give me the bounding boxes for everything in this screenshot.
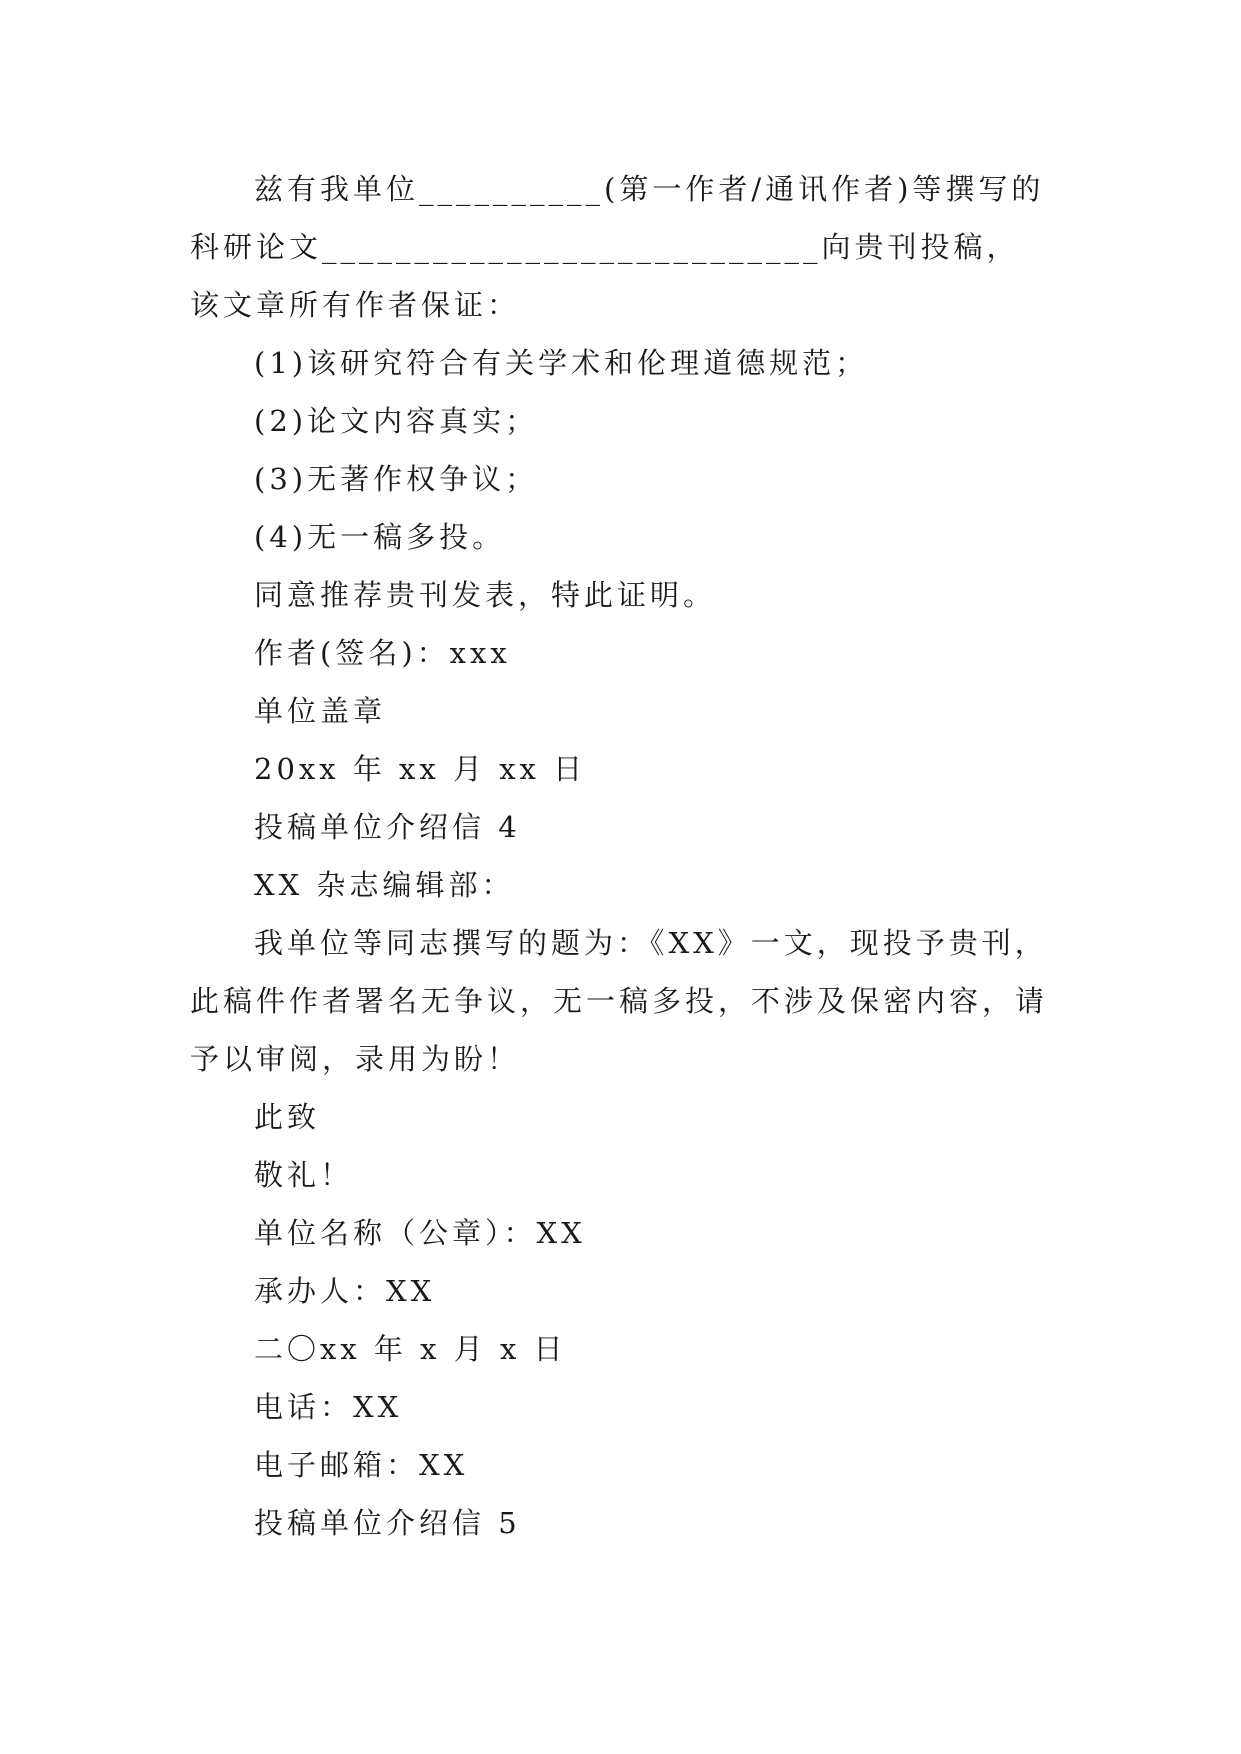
paragraph-salutation: XX 杂志编辑部： [254, 868, 515, 902]
paragraph-item-3: (3)无著作权争议； [254, 462, 539, 496]
paragraph-date: 20xx 年 xx 月 xx 日 [254, 752, 587, 786]
paragraph-author-signature: 作者(签名)：xxx [254, 636, 511, 670]
paragraph-phone: 电话：XX [254, 1390, 403, 1424]
paragraph-letter-date: 二〇xx 年 x 月 x 日 [254, 1332, 567, 1366]
paragraph-unit-seal: 单位盖章 [254, 694, 387, 728]
paragraph-handler: 承办人：XX [254, 1274, 436, 1308]
paragraph-recommend: 同意推荐贵刊发表，特此证明。 [254, 578, 717, 612]
paragraph-regards: 敬礼！ [254, 1158, 354, 1192]
paragraph-item-4: (4)无一稿多投。 [254, 520, 506, 554]
section-heading-letter-5: 投稿单位介绍信 5 [254, 1506, 521, 1540]
paragraph-closing: 此致 [254, 1100, 321, 1134]
document-body [190, 160, 1050, 1552]
section-heading-letter-4: 投稿单位介绍信 4 [254, 810, 521, 844]
paragraph-letter-body: 我单位等同志撰写的题为：《XX》一文，现投予贵刊，此稿件作者署名无争议，无一稿多投，不涉及保密内容，请予以审阅，录用为盼！ [190, 926, 1049, 1076]
paragraph-item-2: (2)论文内容真实； [254, 404, 539, 438]
paragraph-item-1: (1)该研究符合有关学术和伦理道德规范； [254, 346, 869, 380]
paragraph-unit-name: 单位名称（公章）：XX [254, 1216, 586, 1250]
paragraph-intro: 兹有我单位__________(第一作者/通讯作者)等撰写的科研论文___________________________向贵刊投稿，该文章所有作者保证： [190, 172, 1045, 322]
paragraph-email: 电子邮箱：XX [254, 1448, 469, 1482]
